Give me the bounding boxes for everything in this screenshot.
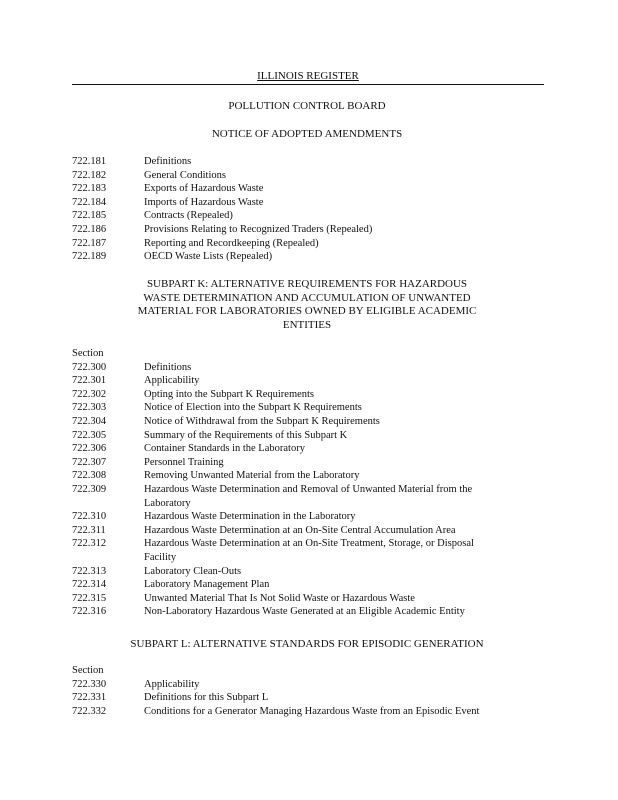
list-item: [72, 442, 542, 456]
section-title: General Conditions: [144, 169, 226, 181]
section-number: 722.316: [72, 606, 107, 618]
section-title: Summary of the Requirements of this Subpart K: [144, 429, 348, 441]
list-item: [72, 182, 542, 196]
list-item: [72, 415, 542, 429]
subpart-l-list: [72, 664, 542, 718]
list-item: [72, 237, 542, 251]
section-number: 722.184: [72, 196, 107, 208]
list-item: [72, 209, 542, 223]
section-title: Non-Laboratory Hazardous Waste Generated at an Eligible Academic Entity: [144, 606, 465, 618]
section-number: 722.313: [72, 565, 107, 577]
section-number: 722.315: [72, 592, 107, 604]
section-number: 722.304: [72, 415, 107, 427]
section-title: Provisions Relating to Recognized Traders (Repealed): [144, 223, 373, 235]
list-item: [72, 524, 542, 538]
section-number: 722.312: [72, 538, 107, 550]
list-item: [72, 605, 542, 619]
section-number: 722.332: [72, 705, 107, 717]
section-number: 722.181: [72, 156, 107, 167]
section-title: Opting into the Subpart K Requirements: [144, 388, 315, 400]
list-item: [72, 169, 542, 183]
section-number: 722.309: [72, 483, 107, 495]
section-number: 722.310: [72, 511, 107, 523]
section-title-continuation: Laboratory: [144, 497, 191, 509]
section-column-label: Section: [72, 665, 104, 676]
section-number: 722.314: [72, 579, 107, 591]
list-item: [72, 456, 542, 470]
agency-title: POLLUTION CONTROL BOARD: [228, 100, 386, 112]
list-item: [72, 250, 542, 264]
section-title: Applicability: [144, 375, 200, 387]
section-title: Imports of Hazardous Waste: [144, 196, 264, 208]
list-item: [72, 537, 542, 564]
list-item: [72, 469, 542, 483]
subpart-k-heading-line: WASTE DETERMINATION AND ACCUMULATION OF UNWANTED: [143, 291, 471, 304]
section-title: Definitions for this Subpart L: [144, 692, 269, 704]
list-item: [72, 483, 542, 510]
section-number: 722.185: [72, 210, 107, 222]
section-number: 722.302: [72, 388, 107, 400]
section-title: Applicability: [144, 678, 200, 690]
list-item: [72, 691, 542, 705]
section-number: 722.331: [72, 692, 107, 704]
list-item: [72, 429, 542, 443]
section-number: 722.305: [72, 429, 107, 441]
section-title: Laboratory Management Plan: [144, 579, 270, 591]
section-number: 722.186: [72, 223, 107, 235]
section-title: Definitions: [144, 361, 192, 373]
section-number: 722.300: [72, 361, 107, 373]
section-number: 722.301: [72, 375, 107, 387]
list-item: [72, 196, 542, 210]
section-title: [144, 537, 542, 564]
notice-title: NOTICE OF ADOPTED AMENDMENTS: [211, 128, 403, 140]
list-item: [72, 565, 542, 579]
section-number: 722.182: [72, 169, 107, 181]
section-title: Hazardous Waste Determination in the Laboratory: [144, 511, 356, 523]
running-head-text: ILLINOIS REGISTER: [257, 70, 359, 82]
section-title-line: Hazardous Waste Determination and Removal of Unwanted Material from the: [144, 483, 473, 495]
list-item: [72, 374, 542, 388]
section-number: 722.330: [72, 678, 107, 690]
subpart-k-heading-line: ENTITIES: [282, 318, 332, 331]
section-number: 722.183: [72, 183, 107, 195]
section-title: Laboratory Clean-Outs: [144, 565, 242, 577]
section-title: Conditions for a Generator Managing Hazardous Waste from an Episodic Event: [144, 705, 480, 717]
list-item: [72, 592, 542, 606]
section-number: 722.306: [72, 443, 107, 455]
section-title: Notice of Election into the Subpart K Requirements: [144, 402, 362, 414]
subpart-k-list: [72, 347, 542, 619]
section-title: Definitions: [144, 156, 192, 167]
section-title: Removing Unwanted Material from the Laboratory: [144, 470, 360, 482]
section-column-label: Section: [72, 348, 104, 359]
subpart-l-heading: SUBPART L: ALTERNATIVE STANDARDS FOR EPISODIC GENERATION: [130, 638, 484, 650]
list-item: [72, 223, 542, 237]
subpart-h-list: [72, 155, 542, 264]
section-title: Personnel Training: [144, 456, 224, 468]
section-title: Exports of Hazardous Waste: [144, 183, 264, 195]
section-title: Unwanted Material That Is Not Solid Waste or Hazardous Waste: [144, 592, 415, 604]
section-title: Reporting and Recordkeeping (Repealed): [144, 237, 319, 249]
section-title: Hazardous Waste Determination at an On-Site Central Accumulation Area: [144, 524, 456, 536]
list-item: [72, 361, 542, 375]
subpart-k-heading-line: SUBPART K: ALTERNATIVE REQUIREMENTS FOR HAZARDOUS: [146, 278, 468, 290]
section-title: [144, 483, 542, 510]
section-title-continuation: Facility: [144, 551, 177, 563]
section-title: Contracts (Repealed): [144, 210, 233, 222]
list-item: [72, 578, 542, 592]
section-title: OECD Waste Lists (Repealed): [144, 251, 273, 263]
section-number: 722.311: [72, 524, 106, 536]
section-title: Container Standards in the Laboratory: [144, 443, 305, 455]
section-number: 722.303: [72, 402, 107, 414]
list-item: [72, 705, 542, 719]
subpart-k-heading-line: MATERIAL FOR LABORATORIES OWNED BY ELIGIBLE ACADEMIC: [137, 305, 477, 318]
list-item: [72, 401, 542, 415]
section-number: 722.307: [72, 456, 107, 468]
section-title: Notice of Withdrawal from the Subpart K Requirements: [144, 415, 380, 427]
section-title-line: Hazardous Waste Determination at an On-Site Treatment, Storage, or Disposal: [144, 538, 474, 550]
list-item: [72, 678, 542, 692]
subpart-k-heading: [72, 278, 542, 332]
list-item: [72, 388, 542, 402]
section-number: 722.187: [72, 237, 107, 249]
section-number: 722.189: [72, 251, 107, 263]
list-item: [72, 510, 542, 524]
list-item: [72, 155, 542, 169]
running-head: [72, 70, 544, 85]
section-number: 722.308: [72, 470, 107, 482]
